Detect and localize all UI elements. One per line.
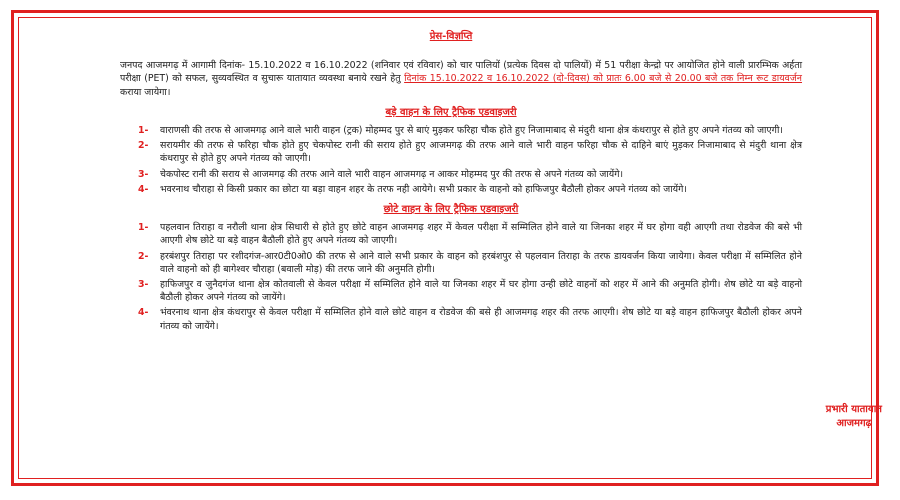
item-text: हरबंशपुर तिराहा पर रशीदगंज-आर0टी0ओ0 की तरफ से आने वाले सभी प्रकार के वाहन को हरबंशपुर से पहलवान तिराहा के तरफ डायवर्जन किया जायेगा। केवल परीक्षा में सम्मिलित होने वाले वाहनो को ही बागेश्वर चौराहा (बवाली मोड़) की तरफ जाने की अनुमति होगी। [160,250,802,275]
intro-text-end: कराया जायेगा। [120,86,171,98]
list-item [100,183,802,196]
item-number: 3- [138,279,149,291]
item-text: वाराणसी की तरफ से आजमगढ़ आने वाले भारी वाहन (ट्रक) मोहम्मद पुर से बाएं मुड़कर फरिहा चौक होते हुए निजामाबाद से मंदुरी थाना क्षेत्र कंधरापुर से होते हुए अपने गंतव्य को जाएगी। [160,125,783,137]
item-text: सरायमीर की तरफ से फरिहा चौक होते हुए चेकपोस्ट रानी की सराय होते हुए आजमगढ़ की तरफ आने वाले भारी वाहन फरिहा चौक से दाहिने बाएं मुड़कर निजामाबाद से मंदुरी थाना क्षेत्र कंधरापुर से होते हुए अपने गंतव्य को जाएगी। [160,140,802,165]
item-text: पहलवान तिराहा व नरौली थाना क्षेत्र सिधारी से होते हुए छोटे वाहन आजमगढ़ शहर में केवल परीक्षा में सम्मिलित होने वाले या जिनका शहर में घर होगा वही आएगी तथा रोडवेज की बसे भी आएगी शेष छोटे या बड़े वाहन बैठौली होते हुए अपने गंतव्य को जाएगी। [160,222,802,247]
item-text: हाफिजपुर व जुनैदगंज थाना क्षेत्र कोतवाली से केवल परीक्षा में सम्मिलित होने वाले या जिनका शहर में घर होगा उन्ही छोटे वाहनों को शहर में आने की अनुमति होगी। शेष छोटे या बड़े वाहनो बैठौली होकर अपने गंतव्य को जायेंगे। [160,279,802,304]
item-number: 4- [138,183,149,195]
list-item [100,168,802,181]
intro-paragraph [120,59,802,99]
item-number: 3- [138,168,149,180]
signature-location: आजमगढ़ [836,418,872,429]
list-item [100,306,802,332]
signature-block [826,403,882,431]
list-item [100,124,802,137]
list-item [100,278,802,304]
item-number: 4- [138,307,149,319]
item-text: भवरनाथ चौराहा से किसी प्रकार का छोटा या बड़ा वाहन शहर के तरफ नही आयेगे। सभी प्रकार के वाहनो को हाफिजपुर बैठौली होकर अपने गंतव्य को जायेंगे। [160,183,687,195]
document-title: प्रेस-विज्ञप्ति [429,31,473,42]
item-text: भंवरनाथ थाना क्षेत्र कंधरापुर से केवल परीक्षा में सम्मिलित होने वाले छोटे वाहन व रोडवेज की बसे ही आजमगढ़ शहर की तरफ आएगी। शेष छोटे या बड़े वाहन हाफिजपुर बैठौली होकर अपने गंतव्य को जायेंगे। [160,307,802,332]
light-vehicle-list [100,221,802,333]
press-release [100,30,802,335]
intro-highlight: दिनांक 15.10.2022 व 16.10.2022 (दो-दिवस) को प्रातः 6.00 बजे से 20.00 बजे तक निम्न रूट डायवर्जन [404,73,803,85]
heavy-vehicle-list [100,124,802,196]
item-number: 2- [138,140,149,152]
list-item [100,139,802,165]
item-number: 1- [138,125,149,137]
intro-text: जनपद आजमगढ़ में आगामी दिनांक- 15.10.2022 व 16.10.2022 (शनिवार एवं रविवार) को चार पालियों (प्रत्येक दिवस दो पालियों) में 51 परीक्षा केन्द्रो पर आयोजित होने वाली प्रारम्भिक अर्हता परीक्षा (PET) को सफल, सुव्यवस्थित व सुचारू यातायात व्यवस्था बनाये रखने हेतु [120,60,802,85]
item-number: 2- [138,250,149,262]
light-vehicle-heading: छोटे वाहन के लिए ट्रैफिक एडवाइजरी [383,204,519,216]
list-item [100,250,802,276]
item-number: 1- [138,222,149,234]
list-item [100,221,802,247]
item-text: चेकपोस्ट रानी की सराय से आजमगढ़ की तरफ आने वाले भारी वाहन आजमगढ़ न आकर मोहम्मद पुर की तरफ से अपने गंतव्य को जायेंगे। [160,168,624,180]
heavy-vehicle-heading: बड़े वाहन के लिए ट्रैफिक एडवाइजरी [385,106,517,118]
signature-title: प्रभारी यातायात [825,404,882,415]
